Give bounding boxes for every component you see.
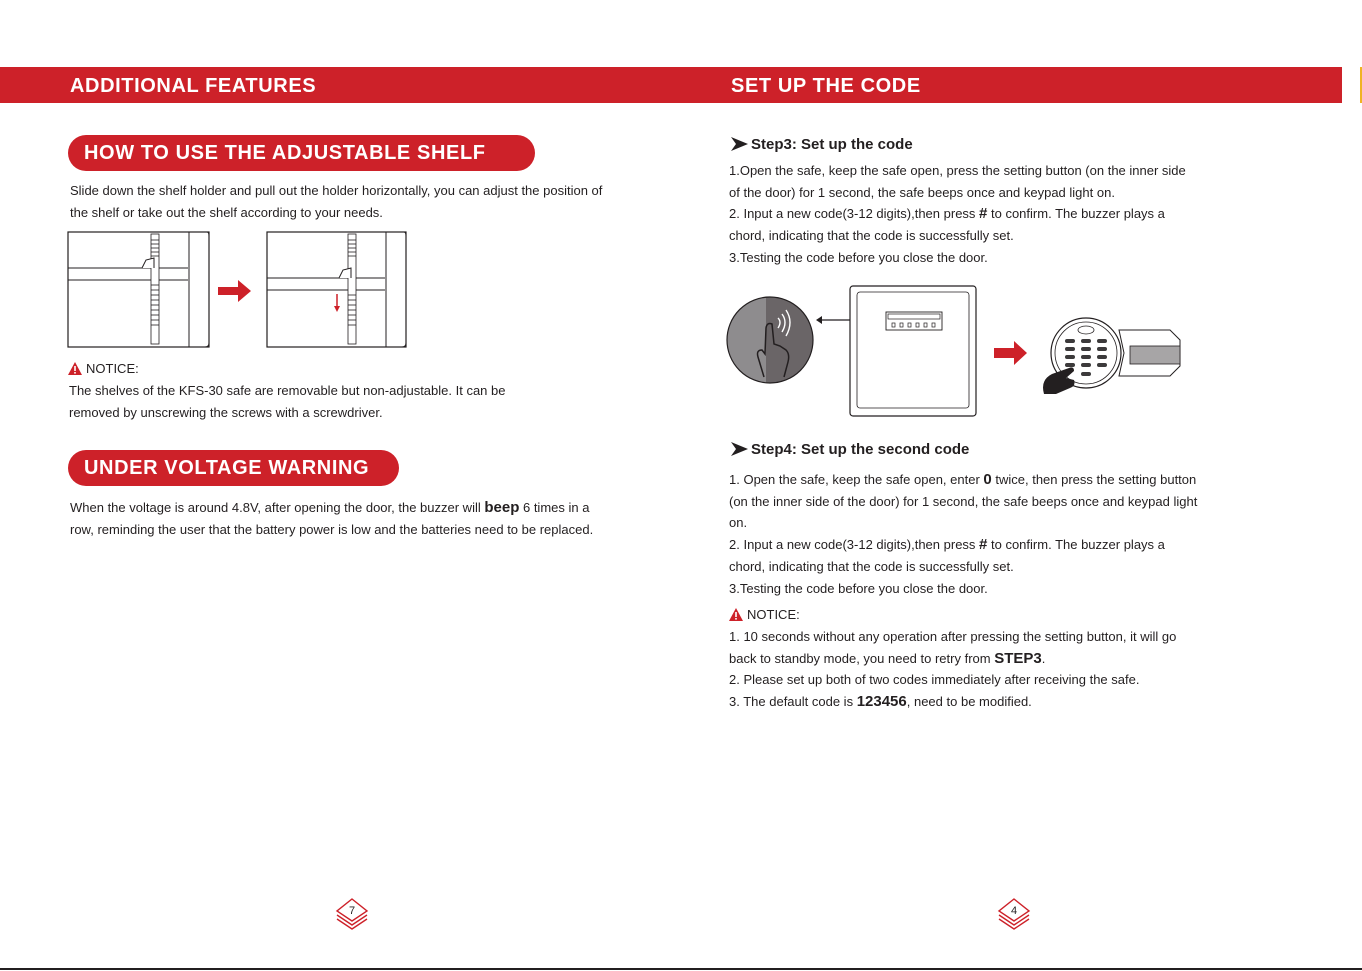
step4-line: 3.Testing the code before you close the door. [729,580,988,596]
safe-door-illustration [850,286,976,416]
red-right-arrow-icon [218,280,251,302]
step3-line: 1.Open the safe, keep the safe open, press the setting button (on the inner side [729,163,1186,178]
notice-line: The shelves of the KFS-30 safe are removable but non-adjustable. It can be [69,383,506,398]
shelf-illustration [66,230,411,350]
step-arrow-icon [729,441,749,457]
default-code-emphasis: 123456 [856,693,907,711]
step4-line: on. [729,515,748,531]
voltage-line: row, reminding the user that the battery power is low and the batteries need to be replaced. [70,521,594,537]
setting-button-closeup [724,292,816,392]
step3-line: 2. Input a new code(3-12 digits),then press # to confirm. The buzzer plays a [729,205,1165,223]
step4-title [729,441,969,458]
step4-title-text: Step4: Set up the second code [751,441,970,458]
setup-code-illustration [724,282,1186,422]
shelf-before-illustration [68,232,209,347]
shelf-description [70,180,602,223]
step3-title [729,136,913,153]
left-section-title: ADDITIONAL FEATURES [70,75,317,97]
shelf-heading: HOW TO USE THE ADJUSTABLE SHELF [68,135,535,171]
left-page-number: 7 [348,905,356,917]
shelf-after-illustration [267,232,406,347]
step4-line: chord, indicating that the code is successfully set. [729,558,1014,574]
step4-body [729,469,1197,599]
warning-triangle-icon [68,362,82,375]
right-page-number: 4 [1010,905,1018,917]
voltage-description [70,497,593,540]
left-notice-body [69,380,505,423]
right-section-title: SET UP THE CODE [731,75,921,97]
shelf-text-line: the shelf or take out the shelf according to your needs. [70,204,383,220]
keypad-lock-illustration [1043,318,1180,394]
notice-line: removed by unscrewing the screws with a screwdriver. [69,404,383,420]
step4-line: 2. Input a new code(3-12 digits),then press # to confirm. The buzzer plays a [729,536,1165,554]
shelf-text-line: Slide down the shelf holder and pull out the holder horizontally, you can adjust the position of [70,183,603,198]
step3-emphasis: STEP3 [994,649,1042,667]
beep-emphasis: beep [484,499,520,516]
page-number-badge-icon [334,897,370,931]
red-right-arrow-icon [994,341,1027,365]
step3-line: 3.Testing the code before you close the door. [729,249,988,265]
step4-line: 1. Open the safe, keep the safe open, enter 0 twice, then press the setting button [729,471,1197,488]
notice-colon: : [796,607,800,622]
notice-line: 1. 10 seconds without any operation after pressing the setting button, it will go [729,629,1177,644]
zero-key-emphasis: 0 [983,471,992,488]
step3-line: of the door) for 1 second, the safe beeps once and keypad light on. [729,184,1115,200]
notice-text: NOTICE [86,361,136,376]
notice-line: 2. Please set up both of two codes immediately after receiving the safe. [729,672,1140,688]
right-notice-body [729,626,1176,713]
bottom-rule [0,968,1362,970]
right-notice-label [729,607,800,622]
left-notice-label [68,361,139,376]
step3-title-text: Step3: Set up the code [751,136,913,153]
hash-key-emphasis: # [979,205,988,223]
notice-colon: : [135,361,139,376]
warning-triangle-icon [729,608,743,621]
page-number-badge-icon [996,897,1032,931]
hash-key-emphasis: # [979,536,988,554]
notice-line: 3. The default code is 123456, need to be modified. [729,693,1032,711]
notice-line: back to standby mode, you need to retry from STEP3. [729,649,1046,667]
step-arrow-icon [729,136,749,152]
step3-line: chord, indicating that the code is successfully set. [729,228,1014,244]
voltage-heading: UNDER VOLTAGE WARNING [68,450,399,486]
step3-body [729,160,1186,269]
step4-line: (on the inner side of the door) for 1 second, the safe beeps once and keypad light [729,493,1198,509]
voltage-line: When the voltage is around 4.8V, after opening the door, the buzzer will beep 6 times in a [70,499,590,516]
notice-text: NOTICE [747,607,797,622]
